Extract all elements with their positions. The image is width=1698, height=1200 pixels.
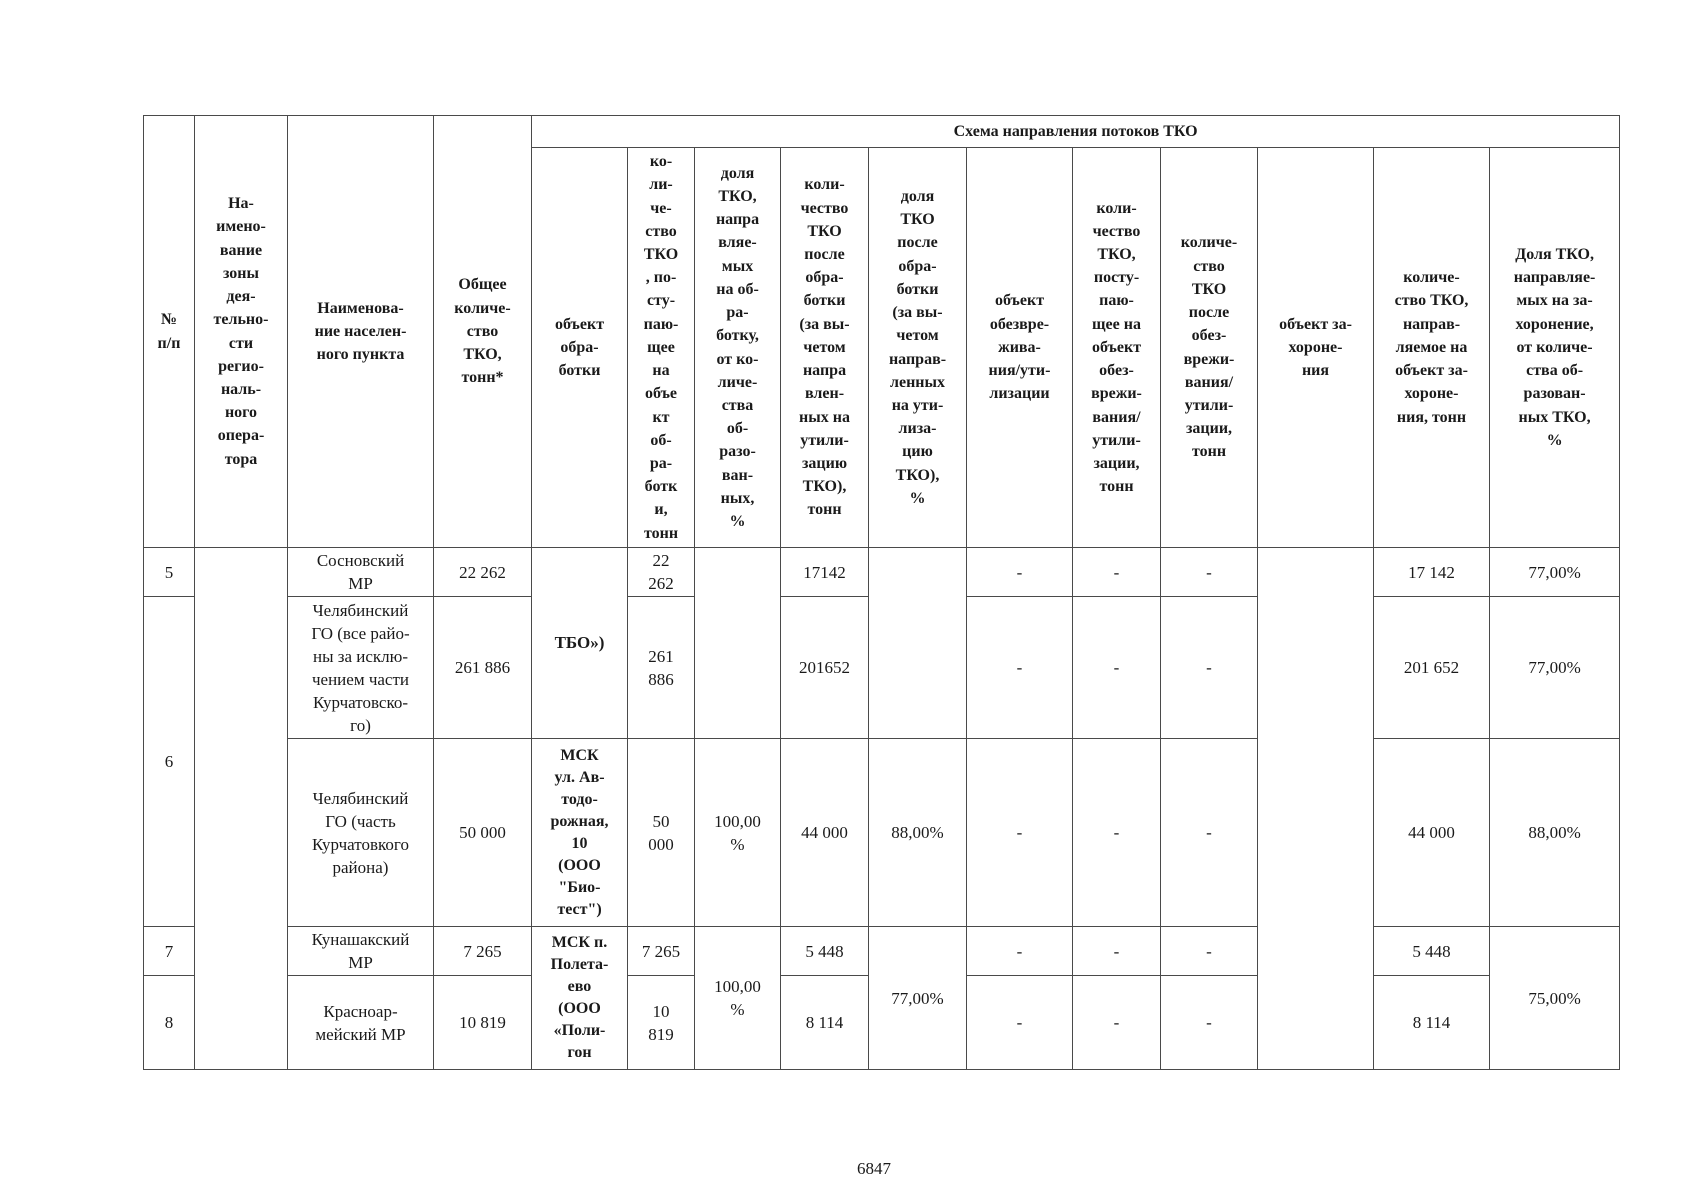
header-neutralization-object: объект обезвре- жива- ния/ути- лизации: [967, 148, 1073, 548]
total-cell: 22 262: [434, 548, 532, 597]
header-total: Общее количе- ство ТКО, тонн*: [434, 116, 532, 548]
to-neutralization-qty-cell: -: [1073, 548, 1161, 597]
after-processing-qty-cell: 44 000: [781, 739, 869, 927]
row-number: 7: [144, 927, 195, 976]
to-burial-qty-cell: 201 652: [1374, 597, 1490, 739]
processing-object-cell: МСК ул. Ав- тодо- рожная, 10 (ООО "Био- тест"): [532, 739, 628, 927]
processing-object-cell: МСК п. Полета- ево (ООО «Поли- гон: [532, 927, 628, 1070]
to-processing-qty-cell: 7 265: [628, 927, 695, 976]
after-processing-share-cell: 88,00%: [869, 739, 967, 927]
to-processing-share-cell: 100,00 %: [695, 739, 781, 927]
row-number: 5: [144, 548, 195, 597]
to-burial-qty-cell: 44 000: [1374, 739, 1490, 927]
neutralization-object-cell: -: [967, 739, 1073, 927]
settlement-cell: Челябинский ГО (все райо- ны за исклю- чением части Курчатовско- го): [288, 597, 434, 739]
header-flow-scheme: Схема направления потоков ТКО: [532, 116, 1620, 148]
to-processing-share-cell: 100,00 %: [695, 927, 781, 1070]
to-processing-qty-cell: 50 000: [628, 739, 695, 927]
header-row-group: [144, 116, 1620, 148]
to-burial-share-cell: 77,00%: [1490, 597, 1620, 739]
page-number: 6847: [857, 1159, 891, 1178]
table-row: [144, 548, 1620, 597]
after-processing-qty-cell: 5 448: [781, 927, 869, 976]
header-to-processing-qty: ко- ли- че- ство ТКО , по- сту- паю- щее на объе кт об- ра- ботк и, тонн: [628, 148, 695, 548]
to-burial-qty-cell: 17 142: [1374, 548, 1490, 597]
row-number: 6: [144, 597, 195, 927]
to-burial-qty-cell: 5 448: [1374, 927, 1490, 976]
header-after-processing-share: доля ТКО после обра- ботки (за вы- четом направ- ленных на ути- лиза- цию ТКО), %: [869, 148, 967, 548]
total-cell: 50 000: [434, 739, 532, 927]
header-to-neutralization-qty: коли- чество ТКО, посту- паю- щее на объект обез- врежи- вания/ утили- зации, тонн: [1073, 148, 1161, 548]
to-burial-share-cell: 88,00%: [1490, 739, 1620, 927]
after-processing-share-cell: 77,00%: [869, 927, 967, 1070]
to-neutralization-qty-cell: -: [1073, 976, 1161, 1070]
header-burial-object: объект за- хороне- ния: [1258, 148, 1374, 548]
to-neutralization-qty-cell: -: [1073, 739, 1161, 927]
header-to-burial-share: Доля ТКО, направляе- мых на за- хоронение, от количе- ства об- разован- ных ТКО, %: [1490, 148, 1620, 548]
row-number: 8: [144, 976, 195, 1070]
to-processing-share-cell: [695, 548, 781, 739]
neutralization-object-cell: -: [967, 548, 1073, 597]
settlement-cell: Красноар- мейский МР: [288, 976, 434, 1070]
tko-flow-table: [143, 115, 1620, 1070]
after-processing-qty-cell: 8 114: [781, 976, 869, 1070]
header-to-burial-qty: количе- ство ТКО, направ- ляемое на объект за- хороне- ния, тонн: [1374, 148, 1490, 548]
after-neutralization-qty-cell: -: [1161, 927, 1258, 976]
burial-object-cell: [1258, 548, 1374, 1070]
settlement-cell: Кунашакский МР: [288, 927, 434, 976]
settlement-cell: Челябинский ГО (часть Курчатовкого района): [288, 739, 434, 927]
header-num: № п/п: [144, 116, 195, 548]
after-processing-qty-cell: 201652: [781, 597, 869, 739]
to-neutralization-qty-cell: -: [1073, 927, 1161, 976]
header-after-neutralization-qty: количе- ство ТКО после обез- врежи- вания/ утили- зации, тонн: [1161, 148, 1258, 548]
table-row: [144, 927, 1620, 976]
header-settlement: Наименова- ние населен- ного пункта: [288, 116, 434, 548]
to-processing-qty-cell: 22 262: [628, 548, 695, 597]
neutralization-object-cell: -: [967, 927, 1073, 976]
to-neutralization-qty-cell: -: [1073, 597, 1161, 739]
zone-cell: [195, 548, 288, 1070]
after-neutralization-qty-cell: -: [1161, 597, 1258, 739]
header-to-processing-share: доля ТКО, напра вляе- мых на об- ра- ботку, от ко- личе- ства об- разо- ван- ных, %: [695, 148, 781, 548]
neutralization-object-cell: -: [967, 976, 1073, 1070]
after-neutralization-qty-cell: -: [1161, 976, 1258, 1070]
neutralization-object-cell: -: [967, 597, 1073, 739]
total-cell: 7 265: [434, 927, 532, 976]
total-cell: 261 886: [434, 597, 532, 739]
to-processing-qty-cell: 261 886: [628, 597, 695, 739]
to-processing-qty-cell: 10 819: [628, 976, 695, 1070]
header-processing-object: объект обра- ботки: [532, 148, 628, 548]
to-burial-share-cell: 77,00%: [1490, 548, 1620, 597]
after-neutralization-qty-cell: -: [1161, 548, 1258, 597]
to-burial-share-cell: 75,00%: [1490, 927, 1620, 1070]
after-processing-qty-cell: 17142: [781, 548, 869, 597]
settlement-cell: Сосновский МР: [288, 548, 434, 597]
header-after-processing-qty: коли- чество ТКО после обра- ботки (за вы- четом напра влен- ных на утили- зацию ТКО), тонн: [781, 148, 869, 548]
after-neutralization-qty-cell: -: [1161, 739, 1258, 927]
processing-object-cell: ТБО»): [532, 548, 628, 739]
after-processing-share-cell: [869, 548, 967, 739]
header-zone: На- имено- вание зоны дея- тельно- сти регио- наль- ного опера- тора: [195, 116, 288, 548]
table-row: [144, 739, 1620, 927]
total-cell: 10 819: [434, 976, 532, 1070]
to-burial-qty-cell: 8 114: [1374, 976, 1490, 1070]
